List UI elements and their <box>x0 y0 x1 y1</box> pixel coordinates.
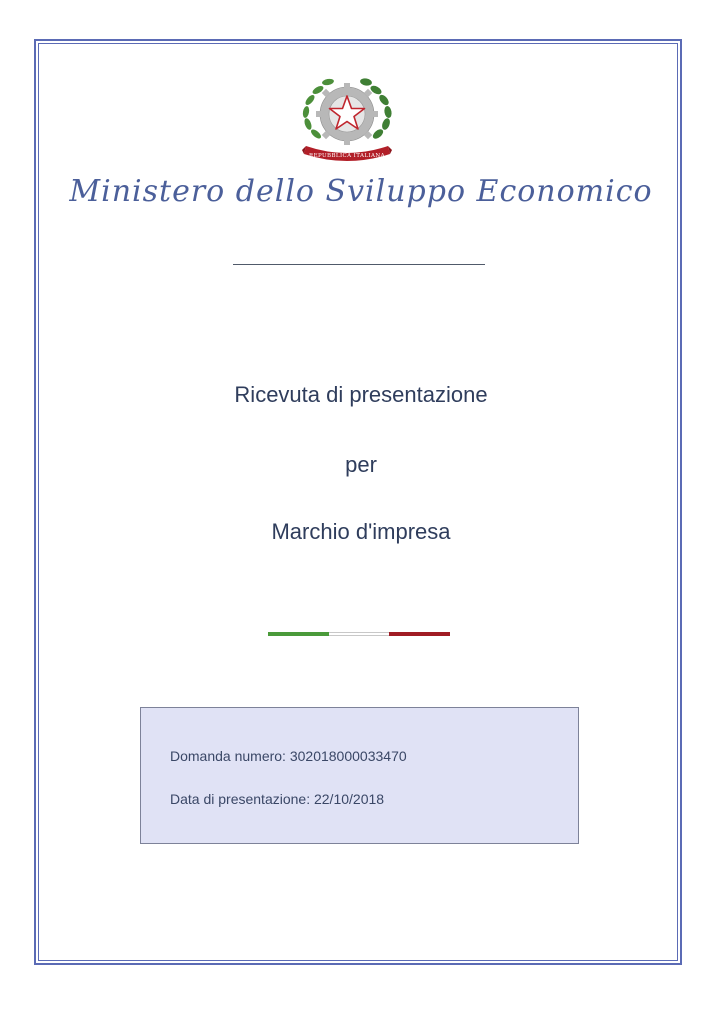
ministry-name: Ministero dello Sviluppo Economico <box>69 174 653 209</box>
svg-text:REPUBBLICA ITALIANA: REPUBBLICA ITALIANA <box>309 153 385 159</box>
application-number-value: 302018000033470 <box>289 748 407 764</box>
italian-republic-emblem-icon <box>292 70 402 170</box>
application-info-box <box>140 707 579 844</box>
application-number-row <box>170 748 407 764</box>
submission-date-row <box>170 791 384 807</box>
receipt-heading-connector: per <box>345 452 377 477</box>
italian-flag-stripe <box>268 632 450 636</box>
flag-green-stripe <box>268 632 329 636</box>
submission-date-label: Data di presentazione: <box>170 791 311 807</box>
receipt-subject: Marchio d'impresa <box>271 519 451 544</box>
application-number-label: Domanda numero: <box>170 748 286 764</box>
flag-white-stripe <box>329 632 390 636</box>
receipt-heading: Ricevuta di presentazione <box>234 382 488 407</box>
flag-red-stripe <box>389 632 450 636</box>
submission-date-value: 22/10/2018 <box>313 791 385 807</box>
divider-line <box>233 264 485 265</box>
